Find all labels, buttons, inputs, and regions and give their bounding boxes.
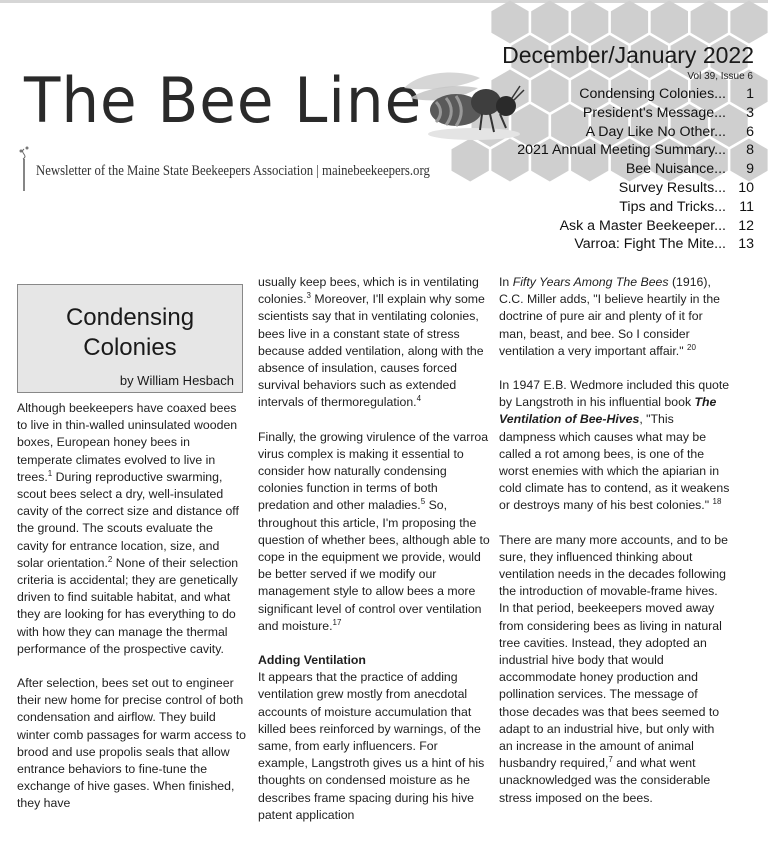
toc-item-title: Tips and Tricks... — [619, 198, 726, 215]
article-title-box — [17, 284, 243, 393]
toc-item-title: Condensing Colonies... — [579, 86, 726, 102]
toc-item-title: Survey Results... — [618, 179, 726, 196]
toc-item[interactable] — [454, 161, 754, 180]
toc-item[interactable] — [454, 199, 754, 218]
toc-item-page: 8 — [746, 142, 754, 159]
vine-ornament — [17, 145, 35, 191]
toc-item-title: A Day Like No Other... — [585, 123, 726, 140]
paragraph: It appears that the practice of adding ventilation grew mostly from anecdotal accounts of moisture accumulation that killed bees reinforced by warnings, of the same, from early influencers. For example, Langstroth gives us a hint of his thoughts on condensed moisture as he describes frame spacing during his hive patent application — [258, 670, 485, 822]
honeycomb-cell — [611, 1, 648, 44]
toc-item-title: 2021 Annual Meeting Summary... — [517, 142, 726, 159]
toc-item[interactable] — [454, 86, 754, 105]
toc-item-page: 9 — [746, 161, 754, 178]
paragraph: In 1947 E.B. Wedmore included this quote by Langstroth in his influential book The Ventilation of Bee-Hives, "This dampness which causes what may be called a rot among bees, is one of the worst enemies with which the apiarian in cold climate has to contend, as it weakens or destroys many of his best colonies." $^{18}$ — [499, 378, 730, 513]
toc-item[interactable] — [454, 142, 754, 161]
newsletter-subtitle: Newsletter of the Maine State Beekeepers Association | mainebeekeepers.org — [36, 163, 430, 179]
footnote-ref: 3 — [306, 291, 311, 301]
footnote-ref: 2 — [107, 554, 113, 564]
toc-item[interactable] — [454, 180, 754, 199]
footnote-ref: 7 — [608, 755, 613, 765]
toc-item-page: 6 — [746, 123, 754, 140]
toc-item-title: Varroa: Fight The Mite... — [574, 236, 726, 253]
newsletter-title: The Bee Line — [24, 64, 423, 137]
article-byline: by William Hesbach — [119, 372, 234, 388]
toc-item[interactable] — [454, 124, 754, 143]
section-heading: Adding Ventilation — [258, 653, 366, 668]
honeycomb-cell — [691, 1, 728, 44]
toc-item-title: Bee Nuisance... — [625, 161, 726, 178]
toc-item[interactable] — [454, 236, 754, 255]
paragraph: usually keep bees, which is in ventilating colonies.$^3$ Moreover, I'll explain why some scientists say that in ventilating colonies, bees live in a constant state of stress because added ventilation, along with the absence of insulation, causes forced survival behaviors such as extended intervals of thermoregulation.$^4$ — [258, 275, 485, 410]
article-column-3 — [499, 274, 731, 824]
article-title: Condensing Colonies — [65, 304, 195, 361]
book-title: Fifty Years Among The Bees — [512, 275, 669, 289]
honeycomb-cell — [730, 1, 767, 44]
toc-item[interactable] — [454, 105, 754, 124]
footnote-ref: 4 — [416, 394, 422, 404]
honeycomb-cell — [491, 1, 528, 44]
paragraph: Finally, the growing virulence of the varroa virus complex is making it essential to consider how naturally condensing colonies function in terms of both predation and other maladies.$^5$ So, throughout this article, I'm proposing the question of whether bees, although able to cope in the equipment we provide, would be better served if we modify our management style to allow bees a more significant level of control over ventilation and moisture.$^{17}$ — [258, 429, 490, 633]
toc-item[interactable] — [454, 218, 754, 237]
toc-item-page: 3 — [746, 104, 754, 121]
issue-date: December/January 2022 — [502, 42, 754, 68]
honeycomb-cell — [651, 1, 688, 44]
table-of-contents — [454, 86, 754, 255]
toc-item-page: 10 — [738, 179, 754, 196]
toc-item-page: 11 — [739, 198, 754, 215]
honeycomb-cell — [531, 1, 568, 44]
footnote-ref: 18 — [712, 497, 722, 507]
footnote-ref: 17 — [332, 617, 342, 627]
issue-volume: Vol 39, Issue 6 — [687, 71, 753, 82]
footnote-ref: 1 — [47, 468, 53, 478]
paragraph: In Fifty Years Among The Bees (1916), C.C. Miller adds, "I believe heartily in the doctrine of pure air and plenty of it for man, beast, and bee. So I consider ventilation a very important affair." $^{20}$ — [499, 275, 721, 358]
honeycomb-cell — [571, 1, 608, 44]
book-title: The Ventilation of Bee-Hives — [499, 395, 717, 427]
article-column-2 — [258, 274, 490, 841]
toc-item-title: President's Message... — [582, 104, 726, 121]
paragraph: There are many more accounts, and to be sure, they influenced thinking about ventilation needs in the decades following the introduction of movable-frame hives. In that period, beekeepers moved away from considering bees as living in natural tree cavities. Instead, they adopted an industrial hive body that would accommodate honey production and pollination services. The message of those decades was that bees seemed to adapt to an industrial hive, but only with an increase in the amount of animal husbandry required,$^7$ and what went unacknowledged was the considerable stress imposed on the bees. — [499, 532, 728, 805]
article-column-1 — [17, 284, 247, 830]
toc-item-page: 13 — [738, 236, 754, 253]
footnote-ref: 5 — [420, 497, 426, 507]
toc-item-title: Ask a Master Beekeeper... — [559, 217, 726, 234]
paragraph: Although beekeepers have coaxed bees to live in thin-walled uninsulated wooden boxes, European honey bees in temperate climates evolved to live in trees.$^1$ During reproductive swarming, scout bees select a dry, well-insulated cavity of the correct size and distance off the ground. The scouts evaluate the cavity for entrance location, size, and solar orientation.$^2$ None of their selection criteria is accidental; they are genetically driven to find suitable habitat, and what they are looking for has everything to do with how they can manage the thermal performance of the prospective cavity. — [17, 401, 239, 656]
paragraph: After selection, bees set out to engineer their new home for precise control of both condensation and airflow. They build winter comb passages for warm access to brood and use propolis seals that allow entrance behaviors to fine-tune the exchange of hive gases. When finished, they have — [17, 676, 246, 811]
toc-item-page: 1 — [746, 86, 754, 102]
toc-item-page: 12 — [738, 217, 754, 234]
footnote-ref: 20 — [687, 342, 696, 352]
